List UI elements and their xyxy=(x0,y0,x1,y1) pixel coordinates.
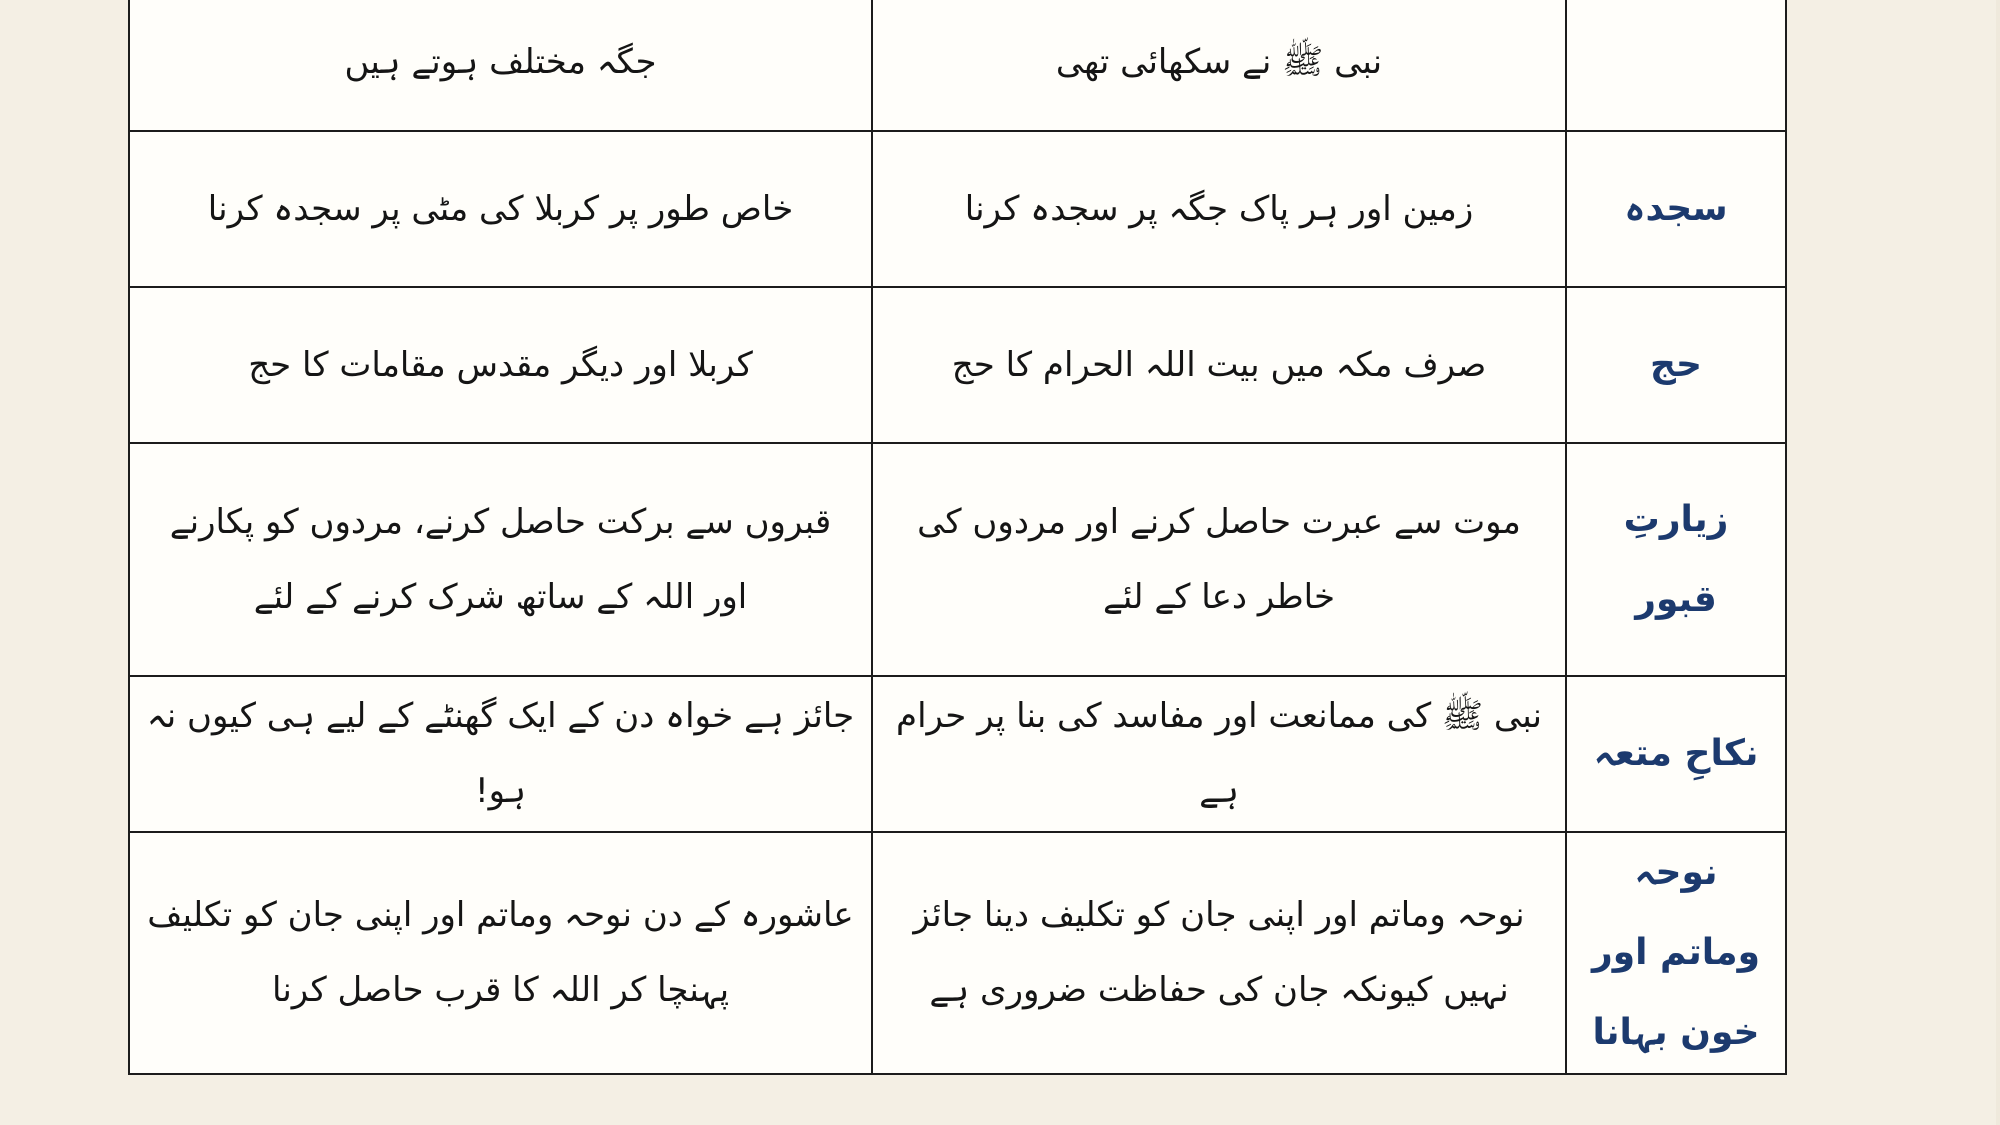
shia-practice-cell: قبروں سے برکت حاصل کرنے، مردوں کو پکارنے اور اللہ کے ساتھ شرک کرنے کے لئے xyxy=(129,443,872,676)
table-row xyxy=(129,443,1786,676)
shia-practice-cell: خاص طور پر کربلا کی مٹی پر سجدہ کرنا xyxy=(129,131,872,287)
shia-practice-cell: جگہ مختلف ہوتے ہیں xyxy=(129,0,872,131)
topic-cell: نوحہ وماتم اور خون بہانا xyxy=(1566,832,1786,1074)
sunnah-practice-cell: موت سے عبرت حاصل کرنے اور مردوں کی خاطر دعا کے لئے xyxy=(872,443,1566,676)
topic-cell: زیارتِ قبور xyxy=(1566,443,1786,676)
sunnah-practice-cell: صرف مکہ میں بیت اللہ الحرام کا حج xyxy=(872,287,1566,443)
table-row xyxy=(129,676,1786,832)
sunnah-practice-cell: نبی ﷺ کی ممانعت اور مفاسد کی بنا پر حرام ہے xyxy=(872,676,1566,832)
sunnah-practice-cell: نوحہ وماتم اور اپنی جان کو تکلیف دینا جائز نہیں کیونکہ جان کی حفاظت ضروری ہے xyxy=(872,832,1566,1074)
shia-practice-cell: کربلا اور دیگر مقدس مقامات کا حج xyxy=(129,287,872,443)
table-row xyxy=(129,131,1786,287)
table-row xyxy=(129,832,1786,1074)
sunnah-practice-cell: نبی ﷺ نے سکھائی تھی xyxy=(872,0,1566,131)
table-row xyxy=(129,287,1786,443)
sunnah-practice-cell: زمین اور ہر پاک جگہ پر سجدہ کرنا xyxy=(872,131,1566,287)
shia-practice-cell: عاشورہ کے دن نوحہ وماتم اور اپنی جان کو تکلیف پہنچا کر اللہ کا قرب حاصل کرنا xyxy=(129,832,872,1074)
shia-practice-cell: جائز ہے خواہ دن کے ایک گھنٹے کے لیے ہی کیوں نہ ہو! xyxy=(129,676,872,832)
comparison-table xyxy=(128,0,1787,1075)
topic-cell: سجدہ xyxy=(1566,131,1786,287)
topic-cell: نکاحِ متعہ xyxy=(1566,676,1786,832)
table-row xyxy=(129,0,1786,131)
topic-cell xyxy=(1566,0,1786,131)
topic-cell: حج xyxy=(1566,287,1786,443)
page-edge xyxy=(1996,0,2000,1125)
